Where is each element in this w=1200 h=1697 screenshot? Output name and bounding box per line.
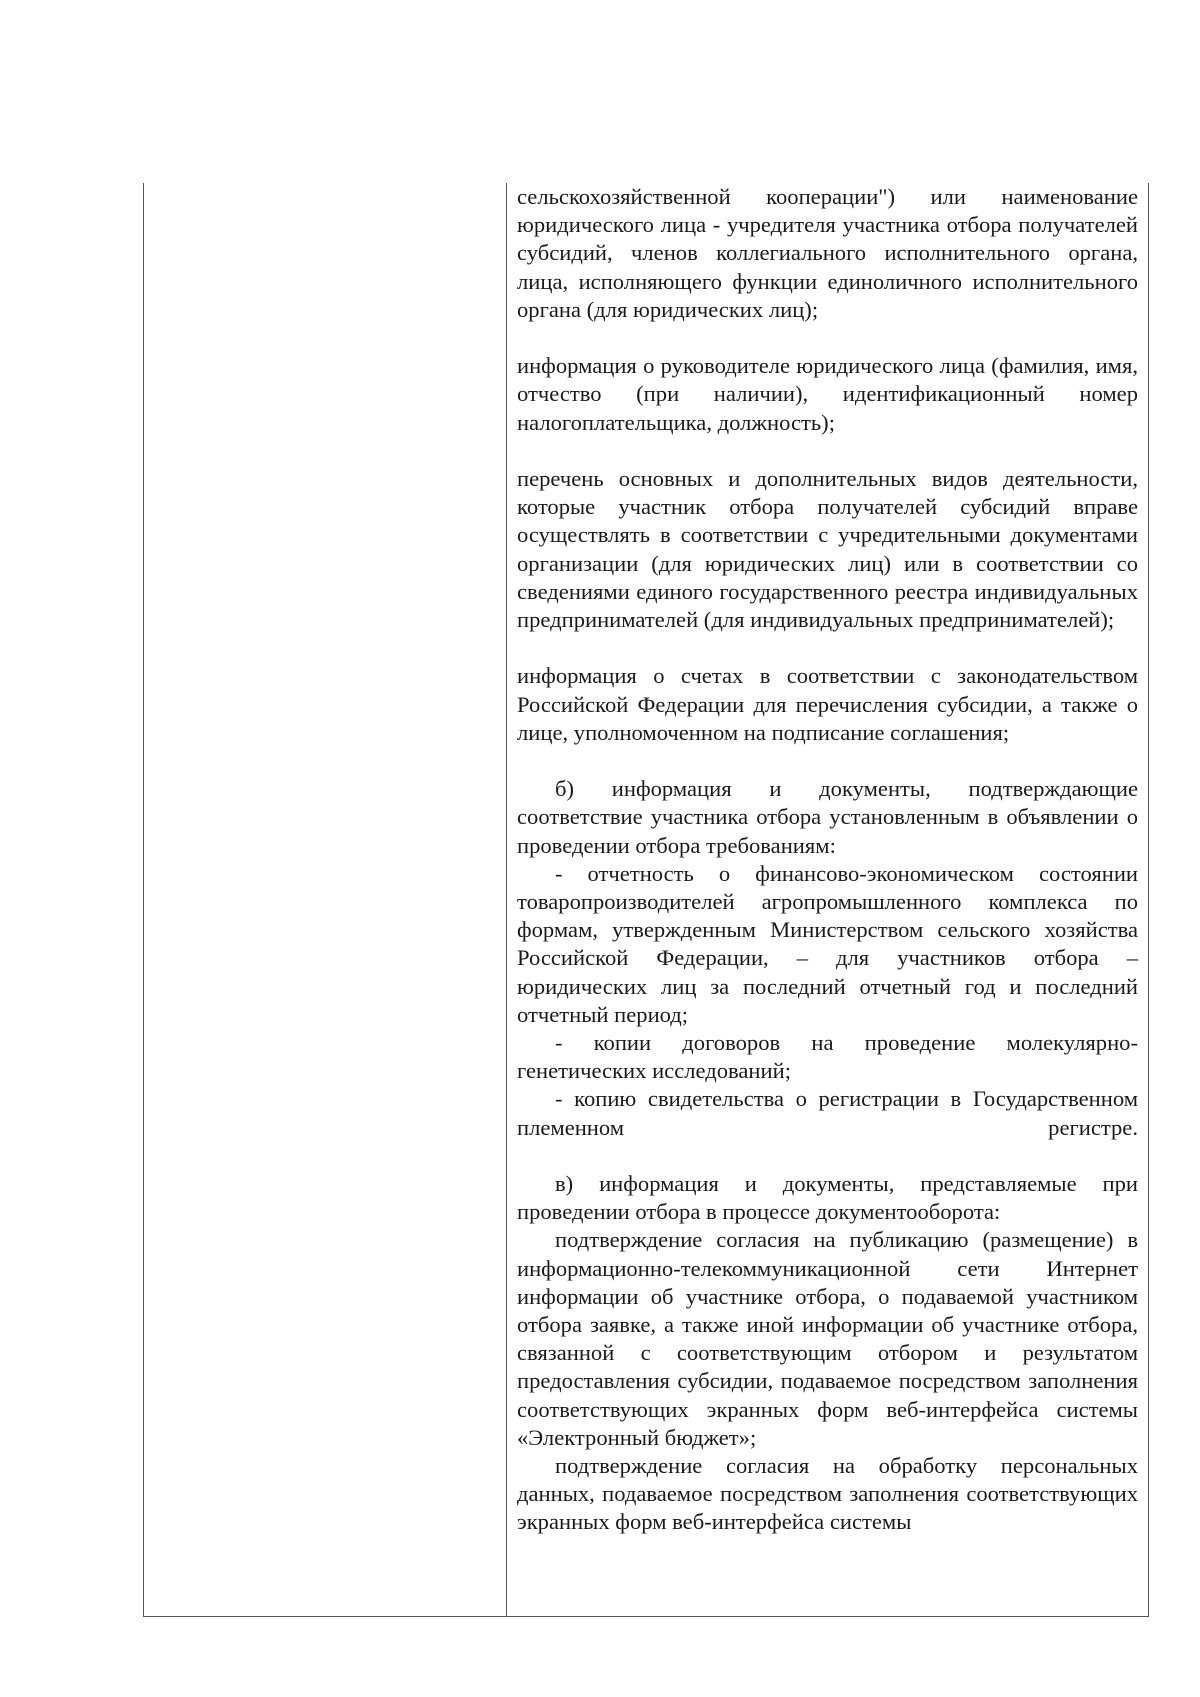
document-table xyxy=(143,183,1149,1617)
column-divider xyxy=(506,183,507,1616)
paragraph-personal-data-consent: подтверждение согласия на обработку персональных данных, подаваемое посредством заполнения соответствующих экранных форм веб-интерфейса системы xyxy=(517,1453,1138,1535)
paragraph-publication-consent: подтверждение согласия на публикацию (размещение) в информационно-телекоммуникационной сети Интернет информации об участнике отбора, о подаваемой участником отбора заявке, а также иной информации об участнике отбора, связанной с соответствующим отбором и результатом предоставления субсидии, подаваемое посредством заполнения соответствующих экранных форм веб-интерфейса системы «Электронный бюджет»; xyxy=(517,1227,1138,1450)
paragraph-contracts: - копии договоров на проведение молекулярно-генетических исследований; xyxy=(517,1030,1138,1084)
paragraph-certificate: - копию свидетельства о регистрации в Государственном племенном регистре. xyxy=(517,1086,1138,1140)
table-cell-right xyxy=(517,183,1138,1537)
paragraph-founder-info: сельскохозяйственной кооперации") или наименование юридического лица - учредителя участника отбора получателей субсидий, членов коллегиального исполнительного органа, лица, исполняющего функции единоличного исполнительного органа (для юридических лиц); xyxy=(517,184,1138,322)
paragraph-director-info: информация о руководителе юридического лица (фамилия, имя, отчество (при наличии), идентификационный номер налогоплательщика, должность); xyxy=(517,353,1138,435)
paragraph-reporting: - отчетность о финансово-экономическом состоянии товаропроизводителей агропромышленного комплекса по формам, утвержденным Министерством сельского хозяйства Российской Федерации, – для участников отбора – юридических лиц за последний отчетный год и последний отчетный период; xyxy=(517,860,1138,1027)
paragraph-activities: перечень основных и дополнительных видов деятельности, которые участник отбора получателей субсидий вправе осуществлять в соответствии с учредительными документами организации (для юридических лиц) или в соответствии со сведениями единого государственного реестра индивидуальных предпринимателей (для индивидуальных предпринимателей); xyxy=(517,466,1138,633)
paragraph-section-b: б) информация и документы, подтверждающие соответствие участника отбора установленным в объявлении о проведении отбора требованиям: xyxy=(517,776,1138,858)
paragraph-accounts: информация о счетах в соответствии с законодательством Российской Федерации для перечисления субсидии, а также о лице, уполномоченном на подписание соглашения; xyxy=(517,663,1138,745)
paragraph-section-v: в) информация и документы, представляемые при проведении отбора в процессе документооборота: xyxy=(517,1171,1138,1225)
